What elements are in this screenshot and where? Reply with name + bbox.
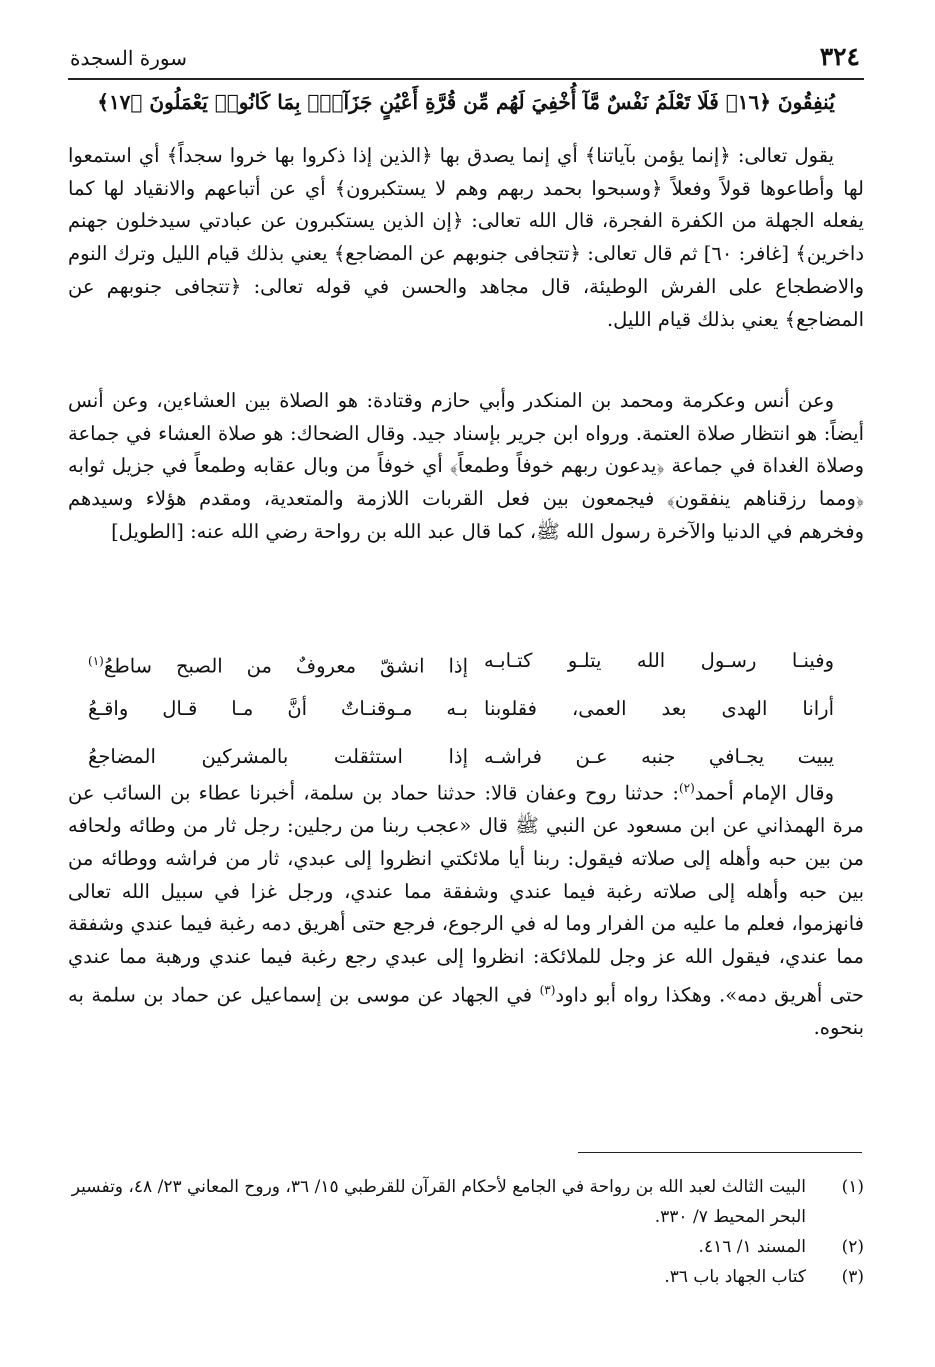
header-divider [68,78,864,80]
footnote-number: (٣) [841,1267,864,1287]
verse-second-text: إذا انشقّ معروفٌ من الصبح ساطعُ [103,654,468,678]
verse-first-hemistich: أرانا الهدى بعد العمى، فقلوبنا [484,697,834,720]
footnote-3 [68,1262,864,1292]
footnote-text: المسند ١/ ٤١٦. [698,1237,806,1257]
footnote-number: (١) [841,1177,864,1197]
footnote-number: (٢) [841,1237,864,1257]
paragraph-3-hadith: : حدثنا روح وعفان قالا: حدثنا حماد بن سلمة، أخبرنا عطاء بن السائب عن مرة الهمذاني عن ابن مسعود عن النبي ﷺ قال «عجب ربنا من رجلين: رجل ثار من وطائه ولحافه من بين حبه وأهله إلى صلاته فيقول: ربنا أيا ملائكتي انظروا إلى عبدي، ثار من فراشه ووطائه من بين حبه وأهله إلى صلاته رغبة فيما عندي وشفقة مما عندي، ورجل غزا في سبيل الله تعالى فانهزموا، فعلم ما عليه من الفرار وما له في الرجوع، فرجع حتى أهريق دمه رغبة فيما عندي وشفقة مما عندي، فيقول الله عز وجل للملائكة: انظروا إلى عبدي رجع رغبة فيما عندي ورهبة مما عندي حتى أهريق دمه». وهكذا رواه أبو داود [68,781,864,1007]
poem-verse-1 [68,637,864,685]
footnote-ref-3: (٣) [539,982,556,997]
verse-first-hemistich: وفينـا رسـول الله يتلـو كتـابـه [484,649,834,672]
paragraph-2: وعن أنس وعكرمة ومحمد بن المنكدر وأبي حازم وقتادة: هو الصلاة بين العشاءين، وعن أنس أيضاً: هو انتظار صلاة العتمة. ورواه ابن جرير بإسناد جيد. وقال الضحاك: هو صلاة العشاء في جماعة وصلاة الغداة في جماعة ﴿يدعون ربهم خوفاً وطمعاً﴾ أي خوفاً من وبال عقابه وطمعاً في جزيل ثوابه ﴿ومما رزقناهم ينفقون﴾ فيجمعون بين فعل القربات اللازمة والمتعدية، ومقدم هؤلاء وسيدهم وفخرهم في الدنيا والآخرة رسول الله ﷺ، كما قال عبد الله بن رواحة رضي الله عنه: [الطويل] [68,389,864,543]
footnote-text: كتاب الجهاد باب ٣٦. [664,1267,806,1287]
verse-first-hemistich: يبيت يجـافي جنبه عـن فراشـه [484,745,834,768]
paragraph-3-start: وقال الإمام أحمد [694,781,835,805]
poem [68,637,864,781]
footnote-divider [578,1152,862,1153]
footnote-text: البيت الثالث لعبد الله بن رواحة في الجامع لأحكام القرآن للقرطبي ١٥/ ٣٦، وروح المعاني ٢٣/ ٤٨، وتفسير البحر المحيط ٧/ ٣٣٠. [71,1177,806,1227]
paragraph-1: يقول تعالى: ﴿إنما يؤمن بآياتنا﴾ أي إنما يصدق بها ﴿الذين إذا ذكروا بها خروا سجداً﴾ أي استمعوا لها وأطاعوها قولاً وفعلاً ﴿وسبحوا بحمد ربهم وهم لا يستكبرون﴾ أي عن أتباعهم والانقياد لها كما يفعله الجهلة من الكفرة الفجرة، قال الله تعالى: ﴿إن الذين يستكبرون عن عبادتي سيدخلون جهنم داخرين﴾ [غافر: ٦٠] ثم قال تعالى: ﴿تتجافى جنوبهم عن المضاجع﴾ يعني بذلك قيام الليل وترك النوم والاضطجاع على الفرش الوطيئة، قال مجاهد والحسن في قوله تعالى: ﴿تتجافى جنوبهم عن المضاجع﴾ يعني بذلك قيام الليل. [68,144,865,331]
verse-second-hemistich: بـه مـوقنـاتٌ أنَّ مـا قـال واقـعُ [88,697,468,720]
footnote-ref-2: (٢) [678,781,695,795]
verse-second-hemistich [88,637,468,691]
paragraph-3-end: في الجهاد عن موسى بن إسماعيل عن حماد بن سلمة به بنحوه. [68,983,864,1039]
surah-name: سورة السجدة [70,46,187,70]
verse-second-hemistich: إذا استثقلت بالمشركين المضاجعُ [88,745,468,768]
footnotes [68,1172,864,1292]
running-head [70,38,860,78]
quran-verse-line: يُنفِقُونَ ﴿١٦﴾ فَلَا تَعْلَمُ نَفْسٌ مَّآ أُخْفِيَ لَهُم مِّن قُرَّةِ أَعْيُنٍ جَزَآءًۢ بِمَا كَانُوا۟ يَعْمَلُونَ ﴿١٧﴾ [97,90,835,114]
footnote-ref-1: (١) [88,654,104,668]
footnote-2 [68,1232,864,1262]
poem-verse-2 [68,685,864,733]
paragraph-3 [68,772,864,1045]
footnote-1 [68,1172,864,1232]
page-number: ٣٢٤ [819,42,860,71]
